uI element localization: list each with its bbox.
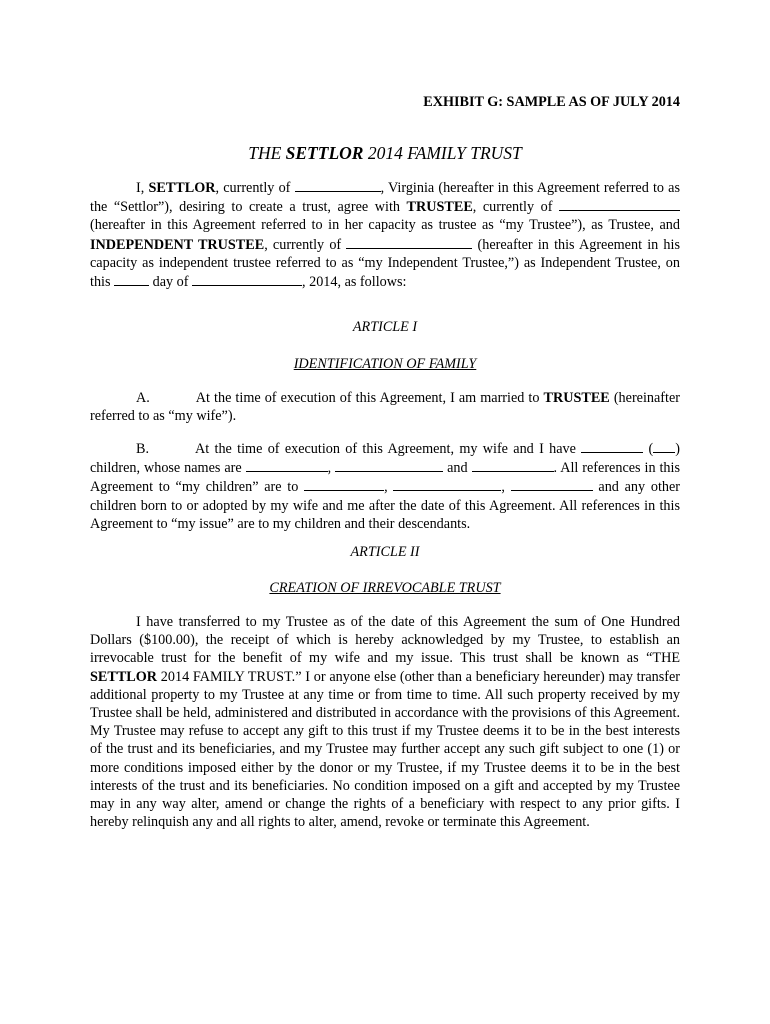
- intro-text: , 2014, as follows:: [302, 274, 407, 291]
- title-settlor: SETTLOR: [285, 143, 364, 163]
- paragraph-letter: B.: [136, 441, 150, 457]
- paragraph-text: and: [443, 460, 472, 477]
- trust-title: [90, 142, 680, 164]
- blank-field: [581, 439, 643, 453]
- intro-text: I,: [136, 180, 149, 196]
- paragraph-text: (: [643, 441, 654, 457]
- paragraph-letter: A.: [136, 390, 150, 406]
- paragraph-text: and any other children born to or adopted by my wife and me after the date of this Agreement. All references in this Agreement to “my issue” are to my children and their descendants.: [90, 479, 681, 532]
- paragraph-trustee: TRUSTEE: [543, 390, 610, 406]
- paragraph-text: At the time of execution of this Agreement, my wife and I have: [195, 441, 582, 457]
- intro-text: day of: [149, 274, 192, 291]
- paragraph-text: ,: [327, 460, 336, 477]
- article-1-heading: IDENTIFICATION OF FAMILY: [293, 356, 477, 372]
- paragraph-text: ) children, whose names are: [90, 441, 680, 477]
- intro-text: , currently of: [264, 236, 347, 253]
- intro-text: , currently of: [215, 180, 295, 196]
- intro-text: (hereafter in this Agreement referred to in her capacity as trustee as “my Trustee”), as Trustee, and: [90, 217, 680, 234]
- title-suffix: 2014 FAMILY TRUST: [363, 143, 522, 163]
- paragraph-b: [90, 439, 680, 533]
- paragraph-text: At the time of execution of this Agreement, I am married to: [195, 390, 544, 406]
- blank-field: [246, 458, 328, 472]
- trust-creation-paragraph: [90, 613, 680, 831]
- intro-text: , Virginia (hereafter in this Agreement referred to as the “Settlor”), desiring to create a trust, agree with: [90, 180, 680, 216]
- paragraph-text: I have transferred to my Trustee as of the date of this Agreement the sum of One Hundred Dollars ($100.00), the receipt of which is hereby acknowledged by my Trustee, to establish an irrevocable trust for the benefit of my wife and my issue. This trust shall be known as “THE: [90, 614, 680, 667]
- blank-field: [559, 197, 680, 211]
- paragraph-text: . All references in this Agreement to “my children” are to: [90, 460, 680, 496]
- blank-field: [295, 178, 381, 192]
- intro-trustee: TRUSTEE: [406, 199, 473, 216]
- blank-field: [393, 477, 501, 491]
- blank-field: [511, 477, 593, 491]
- article-1-label: ARTICLE I: [352, 319, 418, 335]
- paragraph-a: [90, 389, 680, 425]
- intro-independent-trustee: INDEPENDENT TRUSTEE: [90, 236, 265, 253]
- intro-settlor: SETTLOR: [148, 180, 216, 196]
- article-2-heading: CREATION OF IRREVOCABLE TRUST: [269, 580, 501, 596]
- blank-field: [192, 272, 302, 286]
- paragraph-text: ,: [384, 479, 394, 496]
- blank-field: [346, 235, 472, 249]
- blank-field: [304, 477, 384, 491]
- paragraph-text: ,: [501, 479, 511, 496]
- paragraph-text: (hereinafter referred to as “my wife”).: [90, 390, 680, 425]
- paragraph-settlor: SETTLOR: [90, 668, 158, 685]
- intro-text: (hereafter in this Agreement in his capacity as independent trustee referred to as “my Independent Trustee,”) as Independent Trustee, on this: [90, 236, 680, 291]
- article-2-label: ARTICLE II: [350, 544, 420, 560]
- blank-field: [472, 458, 554, 472]
- blank-field: [335, 458, 443, 472]
- blank-field: [114, 272, 149, 286]
- paragraph-text: 2014 FAMILY TRUST.” I or anyone else (other than a beneficiary hereunder) may transfer additional property to my Trustee at any time or from time to time. All such property received by my Trustee shall be held, administered and distributed in accordance with the provisions of this Agreement. My Trustee may refuse to accept any gift to this trust if my Trustee deems it to be in the best interests of the trust and its beneficiaries, and my Trustee may further accept any such gift subject to one (1) or more conditions imposed either by the donor or my Trustee, if my Trustee deems it to be in the best interests of the trust and its beneficiaries. No condition imposed on a gift and accepted by my Trustee may in any way alter, amend or change the rights of a beneficiary with respect to any prior gifts. I hereby relinquish any and all rights to alter, amend, revoke or terminate this Agreement.: [90, 668, 680, 831]
- intro-text: , currently of: [472, 199, 559, 216]
- title-prefix: THE: [248, 143, 286, 163]
- blank-field: [653, 439, 675, 453]
- intro-paragraph: [90, 178, 680, 291]
- exhibit-header: EXHIBIT G: SAMPLE AS OF JULY 2014: [423, 94, 680, 110]
